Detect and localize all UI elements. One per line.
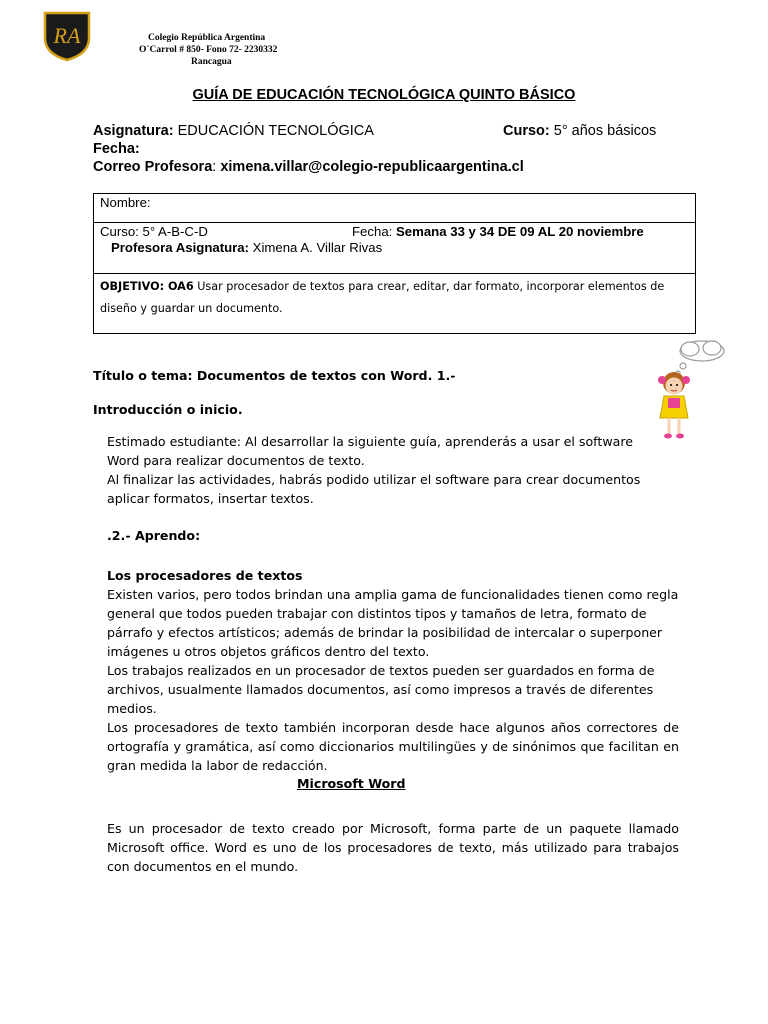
- intro-block: [107, 432, 667, 508]
- school-city: Rancagua: [191, 57, 232, 67]
- procesadores-paragraph-3: Los procesadores de texto también incorporan desde hace algunos años correctores de ortografía y gramática, así como diccionarios multilingües y de sinónimos que facilitan en gran medida la labor de redacción.: [107, 720, 679, 773]
- intro-paragraph-2: Al finalizar las actividades, habrás podido utilizar el software para crear documentos aplicar formatos, insertar textos.: [107, 472, 641, 506]
- aprendo-heading: .2.- Aprendo:: [107, 528, 201, 543]
- word-paragraph: Es un procesador de texto creado por Microsoft, forma parte de un paquete llamado Microsoft office. Word es uno de los procesadores de texto, más utilizado para trabajos con documentos en el mundo.: [107, 821, 679, 874]
- word-heading: Microsoft Word: [297, 776, 406, 791]
- school-logo: [42, 10, 92, 62]
- intro-paragraph-1: Estimado estudiante: Al desarrollar la siguiente guía, aprenderás a usar el software Word para realizar documentos de texto.: [107, 434, 634, 468]
- procesadores-paragraph-1: Existen varios, pero todos brindan una amplia gama de funcionalidades tienen como regla general que todos pueden trabajar con distintos tipos y tamaños de letra, formato de párrafo y efectos artísticos; además de brindar la posibilidad de intercalar o superponer imágenes u otros objetos gráficos dentro del texto.: [107, 587, 679, 659]
- asignatura-field: Asignatura: EDUCACIÓN TECNOLÓGICA: [93, 123, 374, 139]
- profesora-cell: Profesora Asignatura: Ximena A. Villar Rivas: [111, 240, 383, 255]
- procesadores-heading: Los procesadores de textos: [107, 568, 303, 583]
- page-title: GUÍA DE EDUCACIÓN TECNOLÓGICA QUINTO BÁSICO: [192, 87, 576, 103]
- curso-cell: Curso: 5° A-B-C-D: [100, 224, 208, 239]
- objetivo-cell: OBJETIVO: OA6 Usar procesador de textos para crear, editar, dar formato, incorporar elementos de diseño y guardar un documento.: [100, 280, 665, 315]
- girl-thinking-illustration: [650, 338, 730, 444]
- fecha-cell: Fecha: Semana 33 y 34 DE 09 AL 20 noviembre: [352, 224, 644, 239]
- school-address: O´Carrol # 850- Fono 72- 2230332: [139, 45, 278, 55]
- student-info-table: [93, 193, 696, 334]
- procesadores-paragraph-2: Los trabajos realizados en un procesador de textos pueden ser guardados en forma de archivos, usualmente llamados documentos, así como impresos a través de diferentes medios.: [107, 663, 655, 716]
- curso-field: Curso: 5° años básicos: [503, 123, 657, 139]
- correo-field: Correo Profesora: ximena.villar@colegio-republicaargentina.cl: [93, 159, 524, 175]
- nombre-label: Nombre:: [100, 195, 151, 210]
- tema-heading: Título o tema: Documentos de textos con Word. 1.-: [93, 368, 456, 383]
- fecha-field: Fecha:: [93, 141, 140, 157]
- school-name: Colegio República Argentina: [148, 33, 266, 43]
- intro-heading: Introducción o inicio.: [93, 402, 243, 417]
- svg-text:RA: RA: [53, 23, 81, 48]
- procesadores-section: [107, 566, 679, 775]
